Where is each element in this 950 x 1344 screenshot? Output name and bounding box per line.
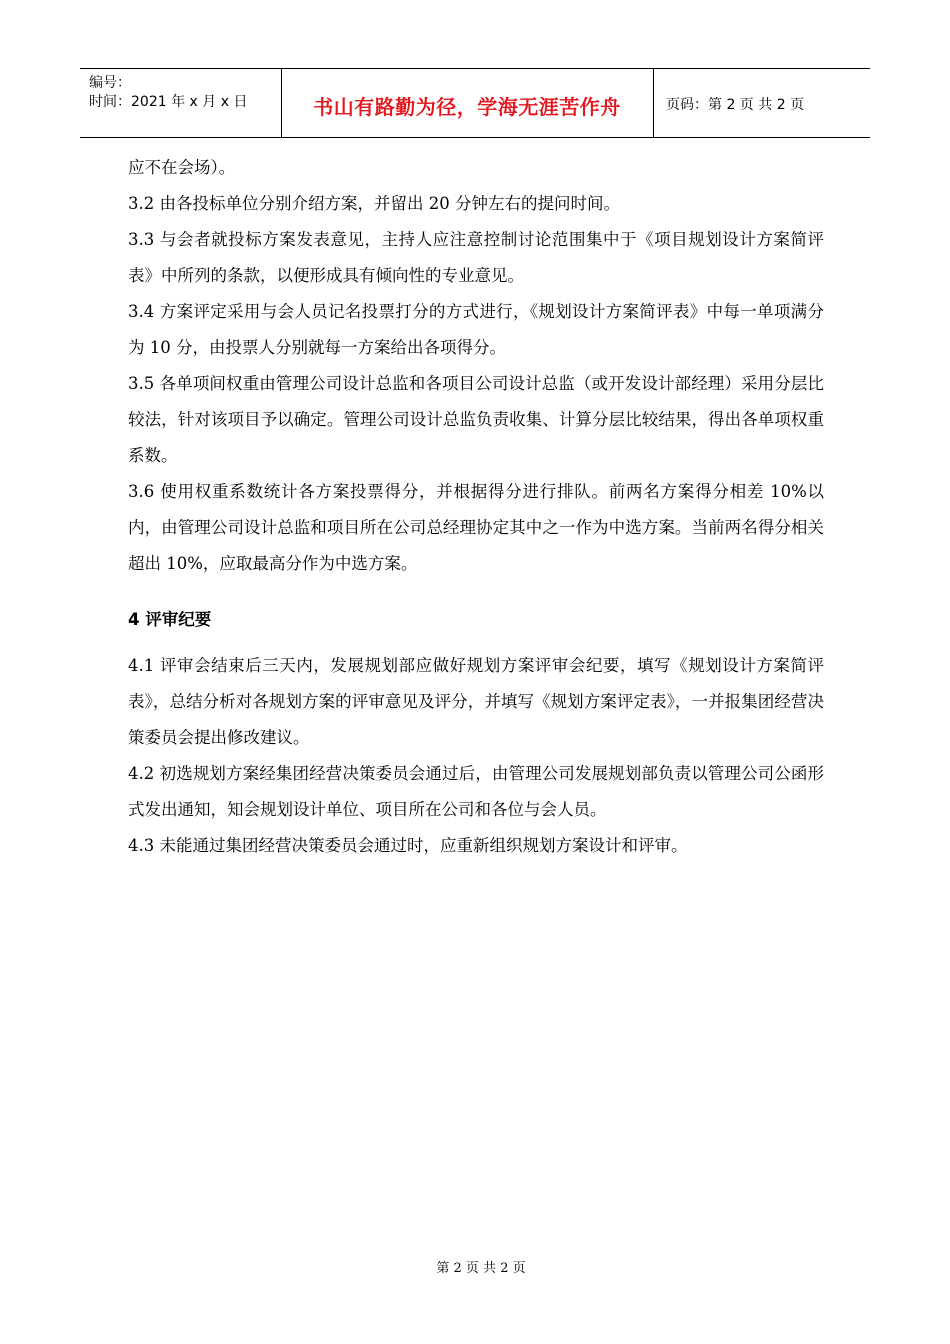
paragraph-3-5: 3.5 各单项间权重由管理公司设计总监和各项目公司设计总监（或开发设计部经理）采用分层比较法，针对该项目予以确定。管理公司设计总监负责收集、计算分层比较结果，得出各单项权重系数。 — [128, 374, 824, 465]
paragraph-3-6: 3.6 使用权重系数统计各方案投票得分，并根据得分进行排队。前两名方案得分相差 10%以内，由管理公司设计总监和项目所在公司总经理协定其中之一作为中选方案。当前两名得分相关超出 10%，应取最高分作为中选方案。 — [128, 482, 824, 573]
page-header — [80, 68, 870, 138]
header-page-info: 页码：第 2 页 共 2 页 — [666, 97, 805, 113]
paragraph-3-3: 3.3 与会者就投标方案发表意见，主持人应注意控制讨论范围集中于《项目规划设计方案简评表》中所列的条款，以便形成具有倾向性的专业意见。 — [128, 230, 824, 285]
document-number-label: 编号： — [89, 75, 131, 91]
header-motto: 书山有路勤为径，学海无涯苦作舟 — [313, 95, 621, 119]
paragraph-4-1: 4.1 评审会结束后三天内，发展规划部应做好规划方案评审会纪要，填写《规划设计方案简评表》，总结分析对各规划方案的评审意见及评分，并填写《规划方案评定表》，一并报集团经营决策委员会提出修改建议。 — [128, 656, 824, 747]
page-footer: 第 2 页 共 2 页 — [436, 1261, 526, 1276]
header-middle-cell — [281, 69, 654, 137]
paragraph-3-4: 3.4 方案评定采用与会人员记名投票打分的方式进行，《规划设计方案简评表》中每一单项满分为 10 分，由投票人分别就每一方案给出各项得分。 — [128, 302, 824, 357]
header-left-cell — [80, 69, 282, 137]
paragraph-4-2: 4.2 初选规划方案经集团经营决策委员会通过后，由管理公司发展规划部负责以管理公司公函形式发出通知，知会规划设计单位、项目所在公司和各位与会人员。 — [128, 764, 824, 819]
paragraph-3-2: 3.2 由各投标单位分别介绍方案，并留出 20 分钟左右的提问时间。 — [128, 194, 620, 213]
document-date: 时间：2021 年 x 月 x 日 — [89, 94, 248, 110]
header-right-cell — [654, 69, 870, 137]
paragraph-continuation: 应不在会场）。 — [128, 158, 236, 177]
document-body — [128, 150, 824, 864]
paragraph-4-3: 4.3 未能通过集团经营决策委员会通过时，应重新组织规划方案设计和评审。 — [128, 836, 688, 855]
section-4-heading: 4 评审纪要 — [128, 610, 212, 629]
